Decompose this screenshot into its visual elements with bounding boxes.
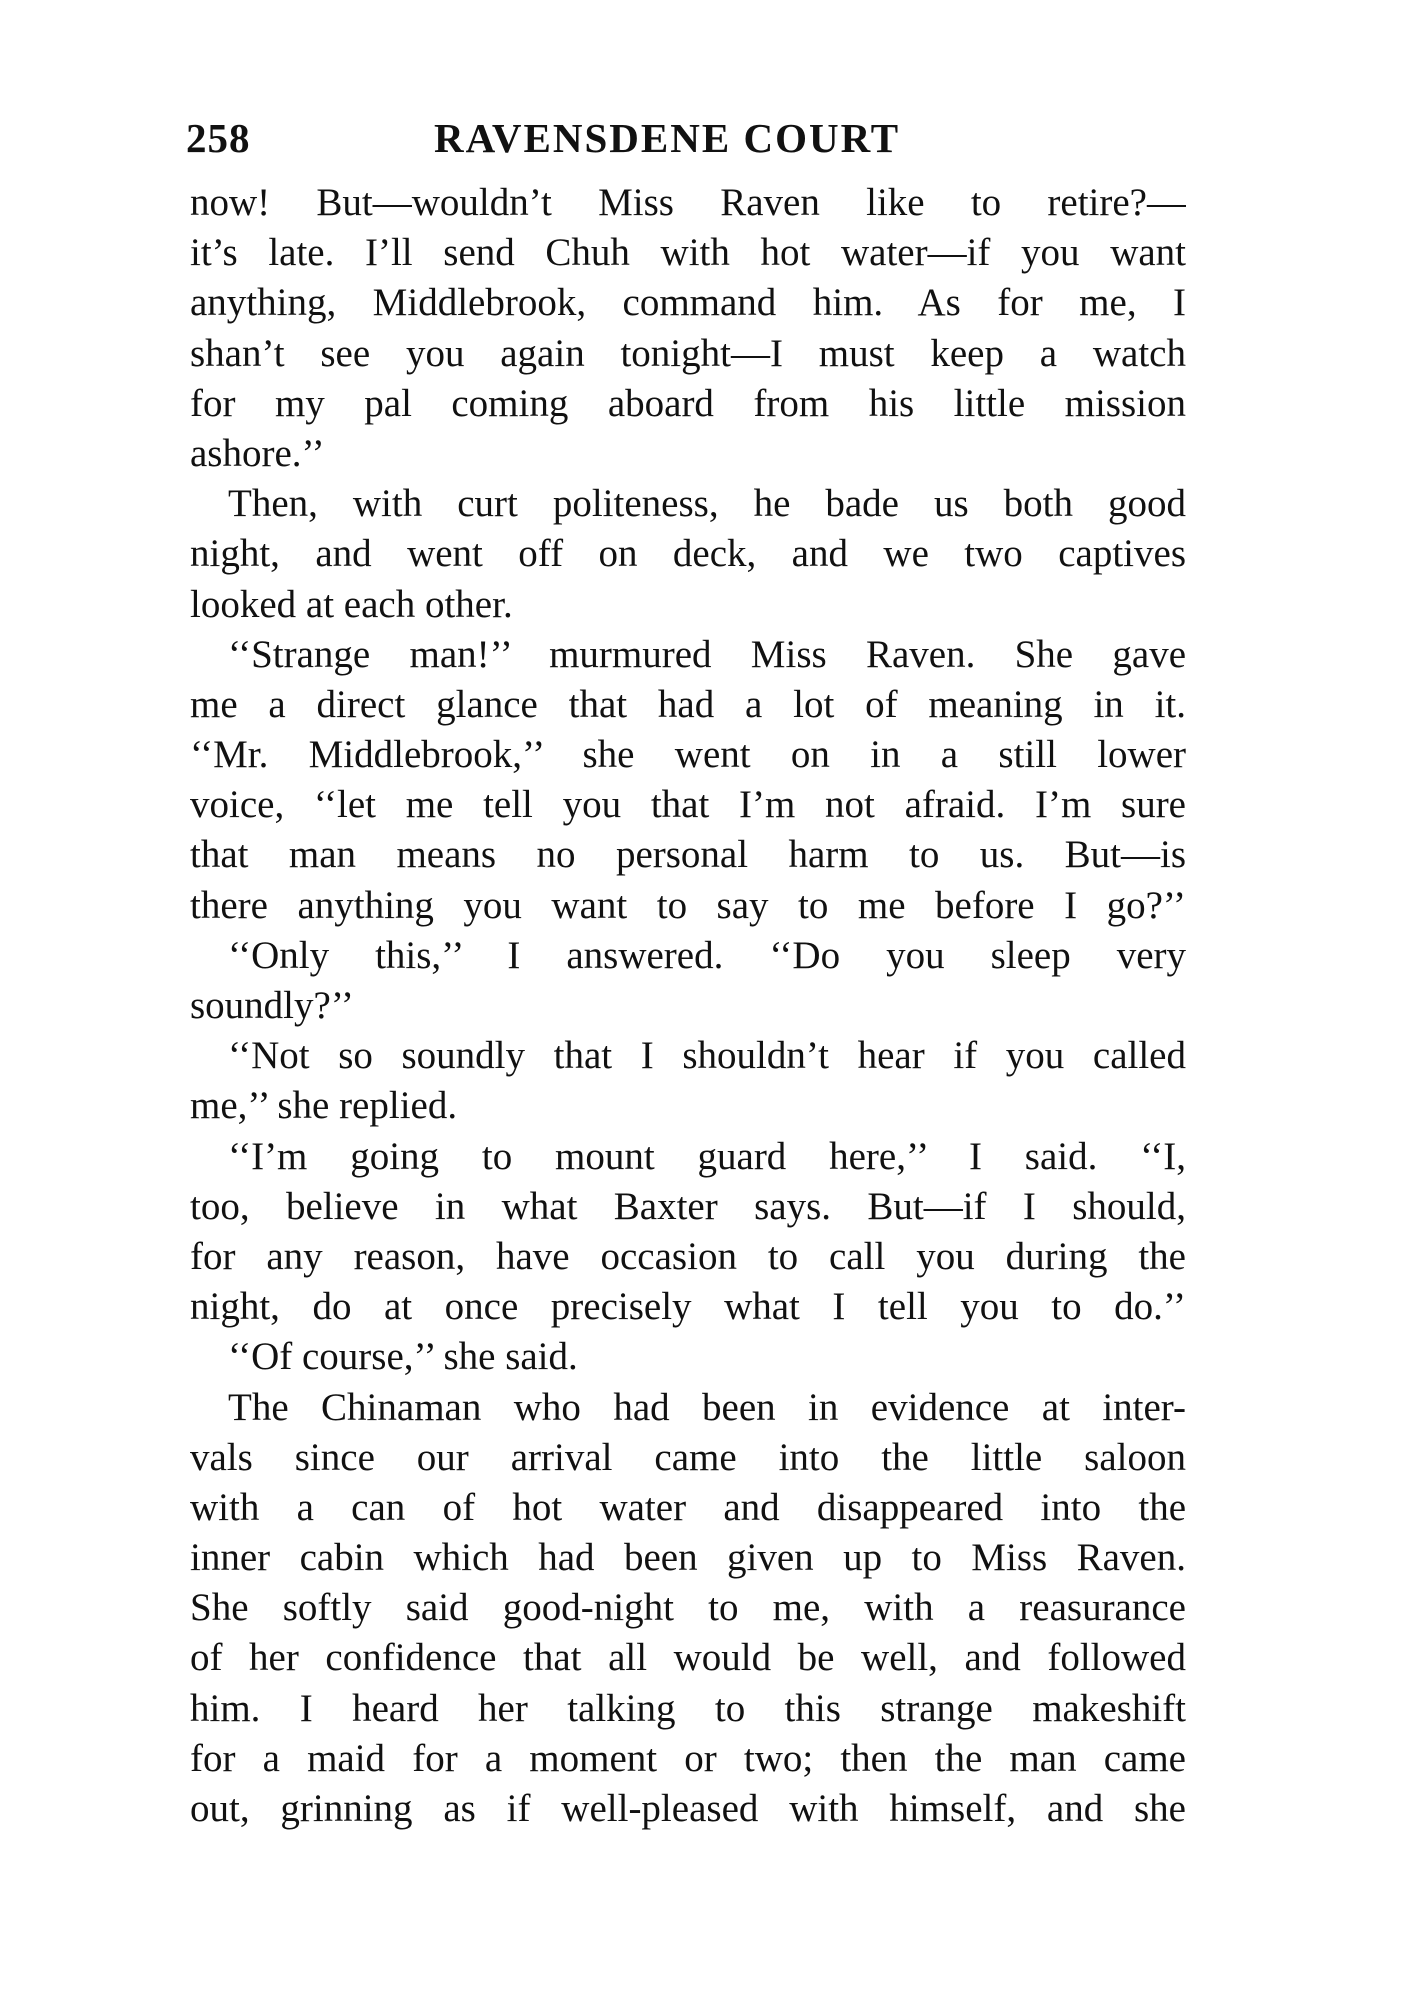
text-line: vals since our arrival came into the little saloon [190,1435,1186,1479]
text-line: night, do at once precisely what I tell you to do.’’ [190,1285,1186,1329]
text-line: ‘‘I’m going to mount guard here,’’ I said. ‘‘I, [228,1134,1186,1178]
text-line: it’s late. I’ll send Chuh with hot water—if you want [190,231,1186,275]
text-line: that man means no personal harm to us. But—is [190,833,1186,877]
text-line: anything, Middlebrook, command him. As for me, I [190,281,1186,325]
text-line: ashore.’’ [190,431,325,475]
text-line: ‘‘Of course,’’ she said. [228,1335,578,1379]
body-text [190,178,1186,1834]
text-line: me a direct glance that had a lot of meaning in it. [190,682,1186,726]
text-line: out, grinning as if well-pleased with himself, and she [190,1787,1186,1830]
text-line: shan’t see you again tonight—I must keep a watch [190,331,1186,375]
text-line: for my pal coming aboard from his little mission [190,381,1186,425]
text-line: night, and went off on deck, and we two captives [190,532,1186,576]
text-line: him. I heard her talking to this strange makeshift [190,1686,1186,1730]
text-line: The Chinaman who had been in evidence at inter- [228,1385,1186,1429]
text-line: for a maid for a moment or two; then the man came [190,1736,1186,1780]
text-line: now! But—wouldn’t Miss Raven like to retire?— [190,181,1186,224]
text-line: Then, with curt politeness, he bade us both good [228,482,1186,526]
text-line: looked at each other. [190,582,513,626]
page-number: 258 [186,115,251,161]
text-line: too, believe in what Baxter says. But—if I should, [190,1184,1186,1228]
text-line: for any reason, have occasion to call you during the [190,1234,1186,1278]
text-line: ‘‘Only this,’’ I answered. ‘‘Do you sleep very [228,933,1186,977]
text-line: soundly?’’ [190,984,354,1027]
text-line: ‘‘Mr. Middlebrook,’’ she went on in a still lower [190,733,1186,777]
text-line: there anything you want to say to me before I go?’’ [190,883,1186,927]
text-line: inner cabin which had been given up to Miss Raven. [190,1536,1186,1580]
text-line: with a can of hot water and disappeared into the [190,1485,1186,1529]
book-title: RAVENSDENE COURT [434,115,901,161]
text-line: me,’’ she replied. [190,1084,458,1128]
text-line: ‘‘Strange man!’’ murmured Miss Raven. She gave [228,632,1186,676]
text-line: ‘‘Not so soundly that I shouldn’t hear if you called [228,1034,1186,1078]
text-line: She softly said good-night to me, with a reasurance [190,1586,1186,1630]
text-line: voice, ‘‘let me tell you that I’m not afraid. I’m sure [190,783,1186,827]
text-line: of her confidence that all would be well, and followed [190,1636,1186,1680]
running-head [186,108,1188,168]
